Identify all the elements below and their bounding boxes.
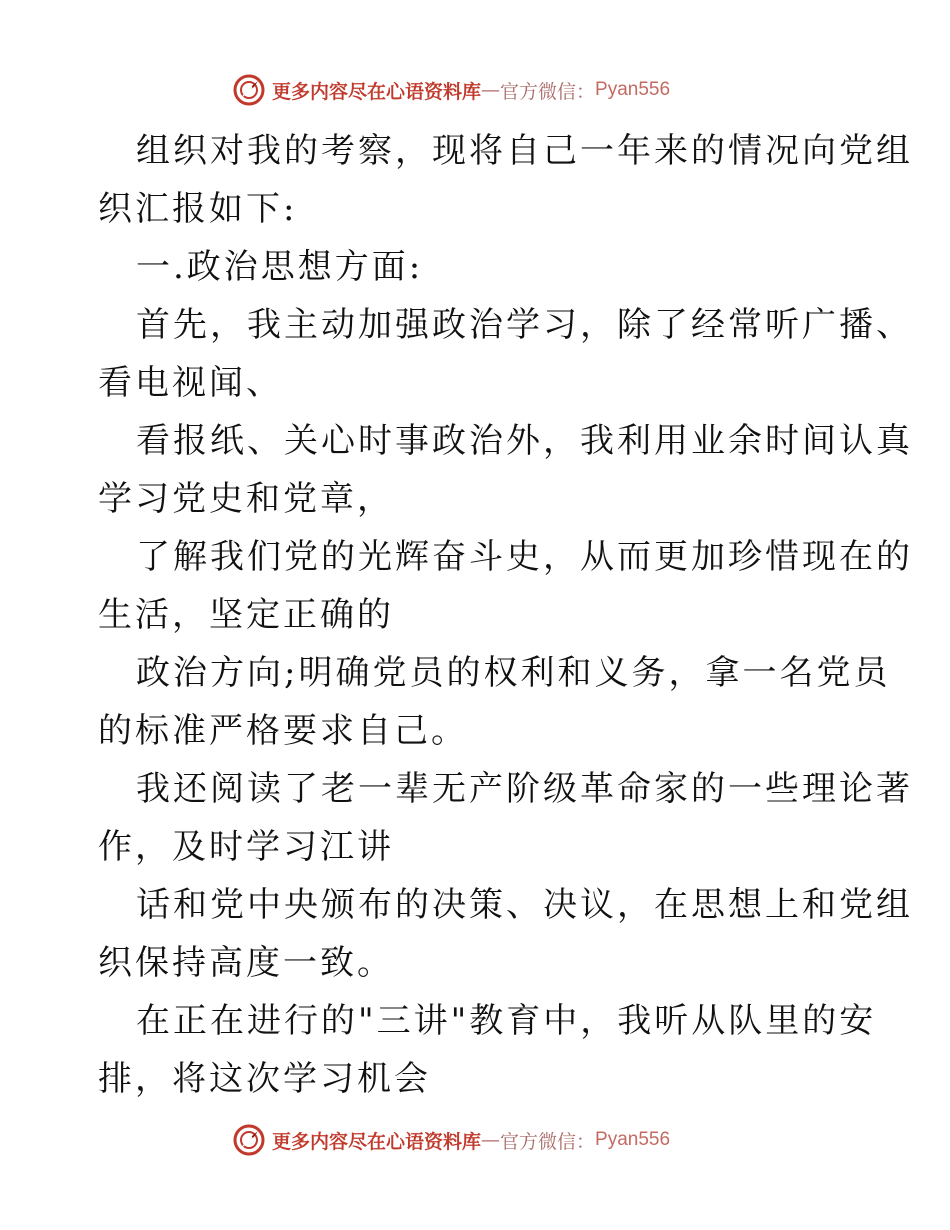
body-line-12: 我还阅读了老一辈无产阶级革命家的一些理论著	[136, 769, 913, 809]
pen-nib-circle-icon	[232, 1123, 266, 1157]
watermark-dash: —	[481, 1129, 501, 1151]
pen-nib-circle-icon	[232, 73, 266, 107]
watermark-wechat-label: 官方微信：	[500, 80, 596, 103]
body-line-5: 看电视闻、	[98, 363, 283, 403]
body-line-6: 看报纸、关心时事政治外，我利用业余时间认真	[136, 421, 913, 461]
watermark-wechat-label: 官方微信：	[500, 1130, 596, 1153]
body-line-9: 生活，坚定正确的	[98, 595, 394, 635]
body-line-16: 在正在进行的"三讲"教育中，我听从队里的安	[136, 1001, 877, 1041]
body-line-2: 织汇报如下:	[98, 189, 298, 229]
watermark-wechat-id: Pyan556	[595, 79, 671, 100]
body-line-1: 组织对我的考察，现将自己一年来的情况向党组	[136, 131, 913, 171]
header-watermark	[232, 72, 670, 108]
footer-watermark	[232, 1122, 670, 1158]
watermark-brand-text: 更多内容尽在心语资料库	[272, 80, 482, 103]
body-line-10: 政治方向;明确党员的权利和义务，拿一名党员	[136, 653, 891, 693]
body-line-4: 首先，我主动加强政治学习，除了经常听广播、	[136, 305, 913, 345]
section-heading-political: 一.政治思想方面:	[136, 247, 424, 287]
watermark-dash: —	[481, 79, 501, 101]
body-line-13: 作，及时学习江讲	[98, 827, 394, 867]
watermark-brand-text: 更多内容尽在心语资料库	[272, 1130, 482, 1153]
body-line-17: 排，将这次学习机会	[98, 1059, 431, 1099]
document-body	[98, 122, 913, 1108]
body-line-7: 学习党史和党章，	[98, 479, 394, 519]
body-line-15: 织保持高度一致。	[98, 943, 394, 983]
body-line-11: 的标准严格要求自己。	[98, 711, 468, 751]
watermark-wechat-id: Pyan556	[595, 1129, 671, 1150]
body-line-14: 话和党中央颁布的决策、决议，在思想上和党组	[136, 885, 913, 925]
body-line-8: 了解我们党的光辉奋斗史，从而更加珍惜现在的	[136, 537, 913, 577]
